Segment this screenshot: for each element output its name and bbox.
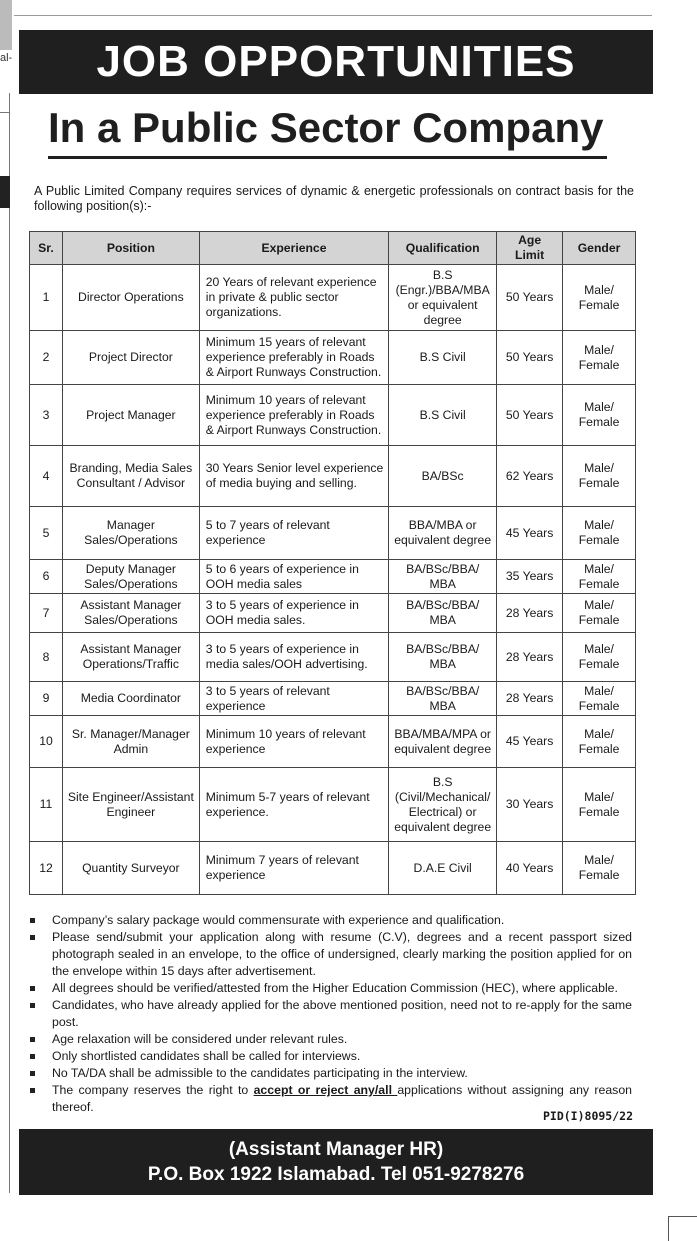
cell-position: Media Coordinator <box>62 682 199 716</box>
cell-age-limit: 45 Years <box>497 716 563 768</box>
header-experience: Experience <box>199 232 388 265</box>
cell-sr: 10 <box>30 716 63 768</box>
note-text: Age relaxation will be considered under relevant rules. <box>52 1032 348 1046</box>
bullet-icon <box>30 918 35 923</box>
cell-qualification: B.S Civil <box>389 331 497 385</box>
bullet-icon <box>30 935 35 940</box>
cell-experience: Minimum 15 years of relevant experience preferably in Roads & Airport Runways Construction. <box>199 331 388 385</box>
table-body <box>30 265 636 895</box>
cell-sr: 9 <box>30 682 63 716</box>
cell-position: Project Director <box>62 331 199 385</box>
cell-qualification: BBA/MBA/MPA or equivalent degree <box>389 716 497 768</box>
cell-qualification: BA/BSc/BBA/ MBA <box>389 682 497 716</box>
cell-gender: Male/ Female <box>563 633 636 682</box>
cell-age-limit: 28 Years <box>497 682 563 716</box>
cell-experience: 30 Years Senior level experience of media buying and selling. <box>199 446 388 507</box>
cell-sr: 11 <box>30 768 63 842</box>
cell-position: Sr. Manager/Manager Admin <box>62 716 199 768</box>
table-row <box>30 633 636 682</box>
note-text: Only shortlisted candidates shall be called for interviews. <box>52 1049 361 1063</box>
note-text: Please send/submit your application along with resume (C.V), degrees and a recent passport sized photograph sealed in an envelope, to the office of undersigned, clearly marking the position applied for on the envelope within 15 days after advertisement. <box>52 930 632 978</box>
cell-sr: 1 <box>30 265 63 331</box>
adjacent-column-rule <box>9 93 10 1193</box>
table-row <box>30 842 636 895</box>
cell-experience: 5 to 7 years of relevant experience <box>199 507 388 560</box>
page-title: JOB OPPORTUNITIES <box>96 37 576 86</box>
cell-gender: Male/ Female <box>563 265 636 331</box>
list-item <box>28 997 632 1031</box>
table-row <box>30 446 636 507</box>
cell-sr: 2 <box>30 331 63 385</box>
cell-gender: Male/ Female <box>563 507 636 560</box>
cell-qualification: B.S Civil <box>389 385 497 446</box>
cell-sr: 4 <box>30 446 63 507</box>
cell-gender: Male/ Female <box>563 842 636 895</box>
cell-qualification: BA/BSc/BBA/ MBA <box>389 633 497 682</box>
adjacent-page-image <box>0 0 12 50</box>
table-row <box>30 507 636 560</box>
note-text: Candidates, who have already applied for the above mentioned position, need not to re-apply for the same post. <box>52 998 632 1029</box>
table-row <box>30 265 636 331</box>
cell-age-limit: 30 Years <box>497 768 563 842</box>
adjacent-page-block <box>0 176 10 208</box>
cell-age-limit: 28 Years <box>497 633 563 682</box>
cell-experience: 5 to 6 years of experience in OOH media sales <box>199 560 388 594</box>
list-item <box>28 929 632 980</box>
note-text: No TA/DA shall be admissible to the candidates participating in the interview. <box>52 1066 468 1080</box>
header-gender: Gender <box>563 232 636 265</box>
note-text: All degrees should be verified/attested from the Higher Education Commission (HEC), where applicable. <box>52 981 618 995</box>
cell-age-limit: 62 Years <box>497 446 563 507</box>
cell-age-limit: 50 Years <box>497 331 563 385</box>
adjacent-page-corner <box>668 1216 697 1241</box>
footer-designation: (Assistant Manager HR) <box>228 1139 444 1160</box>
intro-paragraph: A Public Limited Company requires services of dynamic & energetic professionals on contract basis for the following position(s):- <box>34 184 634 213</box>
cell-position: Deputy Manager Sales/Operations <box>62 560 199 594</box>
cell-qualification: B.S (Engr.)/BBA/MBA or equivalent degree <box>389 265 497 331</box>
cell-age-limit: 35 Years <box>497 560 563 594</box>
list-item <box>28 912 632 929</box>
cell-gender: Male/ Female <box>563 594 636 633</box>
cell-experience: 3 to 5 years of relevant experience <box>199 682 388 716</box>
cell-gender: Male/ Female <box>563 446 636 507</box>
cell-gender: Male/ Female <box>563 331 636 385</box>
cell-age-limit: 50 Years <box>497 265 563 331</box>
table-row <box>30 331 636 385</box>
cell-experience: 20 Years of relevant experience in private & public sector organizations. <box>199 265 388 331</box>
cell-gender: Male/ Female <box>563 716 636 768</box>
cell-qualification: D.A.E Civil <box>389 842 497 895</box>
cell-age-limit: 28 Years <box>497 594 563 633</box>
cell-age-limit: 50 Years <box>497 385 563 446</box>
cell-qualification: BA/BSc/BBA/ MBA <box>389 560 497 594</box>
header-sr: Sr. <box>30 232 63 265</box>
cell-position: Site Engineer/Assistant Engineer <box>62 768 199 842</box>
terms-list <box>28 912 632 1116</box>
bullet-icon <box>30 1088 35 1093</box>
page-subtitle: In a Public Sector Company <box>48 102 607 159</box>
footer-address: P.O. Box 1922 Islamabad. Tel 051-9278276 <box>147 1164 525 1185</box>
cell-sr: 3 <box>30 385 63 446</box>
cell-position: Director Operations <box>62 265 199 331</box>
cell-age-limit: 45 Years <box>497 507 563 560</box>
title-banner <box>19 30 653 94</box>
cell-sr: 6 <box>30 560 63 594</box>
note-text-post: applications without assigning any reason thereof. <box>52 1083 632 1114</box>
bullet-icon <box>30 1003 35 1008</box>
header-age-limit: Age Limit <box>497 232 563 265</box>
cell-experience: Minimum 10 years of relevant experience <box>199 716 388 768</box>
adjacent-column-tick <box>0 112 10 113</box>
bullet-icon <box>30 1054 35 1059</box>
cell-qualification: BBA/MBA or equivalent degree <box>389 507 497 560</box>
cell-sr: 5 <box>30 507 63 560</box>
cell-experience: 3 to 5 years of experience in media sales/OOH advertising. <box>199 633 388 682</box>
note-text-pre: The company reserves the right to <box>52 1083 254 1097</box>
page-top-rule <box>14 15 652 16</box>
cell-sr: 7 <box>30 594 63 633</box>
header-qualification: Qualification <box>389 232 497 265</box>
adjacent-page-text-fragment: al- <box>0 52 13 64</box>
list-item <box>28 1065 632 1082</box>
bullet-icon <box>30 986 35 991</box>
list-item <box>28 1082 632 1116</box>
cell-gender: Male/ Female <box>563 682 636 716</box>
cell-gender: Male/ Female <box>563 560 636 594</box>
cell-sr: 8 <box>30 633 63 682</box>
cell-gender: Male/ Female <box>563 768 636 842</box>
publication-id: PID(I)8095/22 <box>542 1109 633 1123</box>
cell-experience: Minimum 10 years of relevant experience preferably in Roads & Airport Runways Construction. <box>199 385 388 446</box>
table-row <box>30 716 636 768</box>
table-header-row <box>30 232 636 265</box>
bullet-icon <box>30 1071 35 1076</box>
table-row <box>30 682 636 716</box>
list-item <box>28 1031 632 1048</box>
cell-position: Quantity Surveyor <box>62 842 199 895</box>
cell-position: Manager Sales/Operations <box>62 507 199 560</box>
cell-experience: Minimum 5-7 years of relevant experience. <box>199 768 388 842</box>
cell-position: Assistant Manager Sales/Operations <box>62 594 199 633</box>
table-row <box>30 560 636 594</box>
cell-experience: Minimum 7 years of relevant experience <box>199 842 388 895</box>
cell-qualification: B.S (Civil/Mechanical/ Electrical) or equivalent degree <box>389 768 497 842</box>
cell-qualification: BA/BSc/BBA/ MBA <box>389 594 497 633</box>
cell-position: Project Manager <box>62 385 199 446</box>
note-text: Company’s salary package would commensurate with experience and qualification. <box>52 913 505 927</box>
cell-position: Branding, Media Sales Consultant / Advisor <box>62 446 199 507</box>
positions-table <box>29 231 636 895</box>
table-row <box>30 385 636 446</box>
bullet-icon <box>30 1037 35 1042</box>
cell-sr: 12 <box>30 842 63 895</box>
table-row <box>30 768 636 842</box>
cell-experience: 3 to 5 years of experience in OOH media sales. <box>199 594 388 633</box>
contact-footer <box>19 1129 653 1195</box>
header-position: Position <box>62 232 199 265</box>
list-item <box>28 980 632 997</box>
cell-gender: Male/ Female <box>563 385 636 446</box>
cell-qualification: BA/BSc <box>389 446 497 507</box>
note-text-emphasis: accept or reject any/all <box>253 1083 398 1097</box>
cell-age-limit: 40 Years <box>497 842 563 895</box>
table-row <box>30 594 636 633</box>
cell-position: Assistant Manager Operations/Traffic <box>62 633 199 682</box>
list-item <box>28 1048 632 1065</box>
